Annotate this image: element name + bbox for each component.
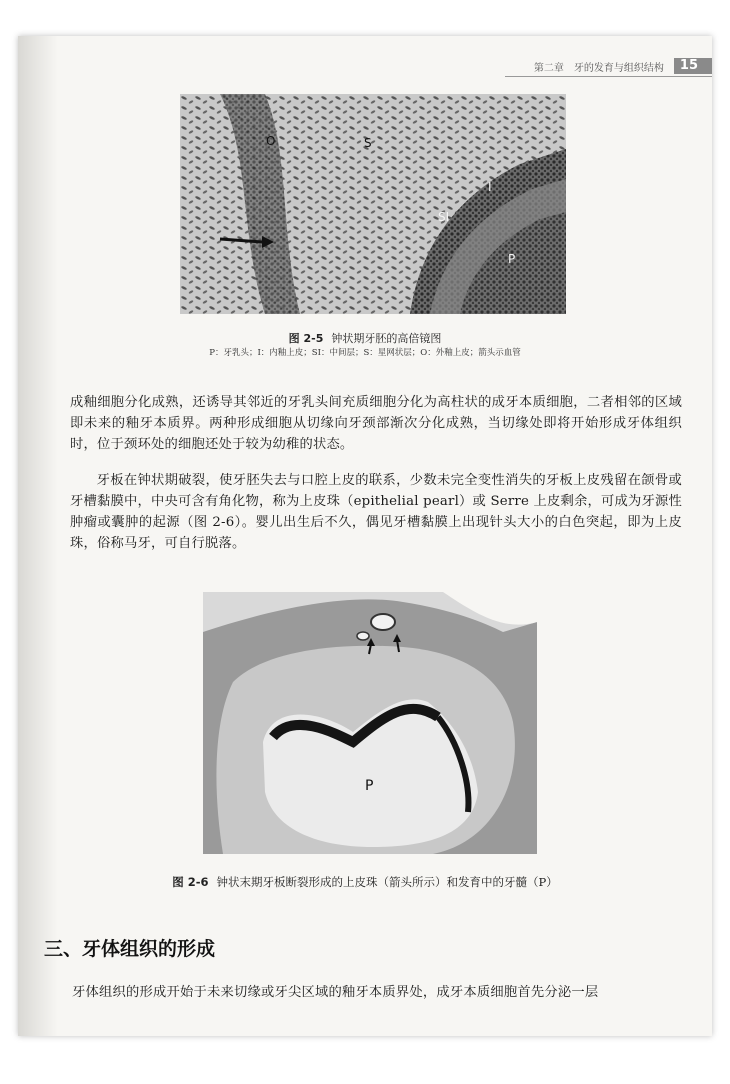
label-O: O <box>266 134 276 148</box>
figure-2-6-micrograph <box>203 592 537 854</box>
label-I: I <box>488 180 492 194</box>
figure-2-6-label: 图 2-6 <box>172 875 209 889</box>
page-number: 15 <box>674 58 712 74</box>
figure-2-5-label: 图 2-5 <box>288 332 324 345</box>
header-rule <box>505 76 712 77</box>
figure-2-5-legend: P：牙乳头；I：内釉上皮；SI：中间层；S：星网状层；O：外釉上皮；箭头示血管 <box>209 348 521 358</box>
paragraph-1: 成釉细胞分化成熟，还诱导其邻近的牙乳头间充质细胞分化为高柱状的成牙本质细胞，二者相邻的区域即未来的釉牙本质界。两种形成细胞从切缘向牙颈部渐次分化成熟，当切缘处即将开始形成牙体组织时，位于颈环处的细胞还处于较为幼稚的状态。 <box>70 395 682 452</box>
section-title: 三、牙体组织的形成 <box>44 938 216 960</box>
micrograph-2-5-image <box>180 94 566 314</box>
label-P: P <box>508 252 516 266</box>
figure-2-5-micrograph <box>180 94 566 314</box>
chapter-title: 第二章 牙的发育与组织结构 <box>533 62 664 74</box>
label-SI: SI <box>438 210 450 224</box>
paragraph-2: 牙板在钟状期破裂，使牙胚失去与口腔上皮的联系，少数未完全变性消失的牙板上皮残留在颌骨或牙槽黏膜中，中央可含有角化物，称为上皮珠（epithelial pearl）或 Serre 上皮剩余，可成为牙源性肿瘤或囊肿的起源（图 2-6）。婴儿出生后不久，偶见牙槽黏膜上出现针头大小的白色突起，即为上皮珠，俗称马牙，可自行脱落。 <box>70 473 682 551</box>
figure-2-5-caption <box>0 330 730 358</box>
label-P-pulp: P <box>365 778 374 794</box>
section-first-line: 牙体组织的形成开始于未来切缘或牙尖区域的釉牙本质界处，成牙本质细胞首先分泌一层 <box>72 985 599 1000</box>
figure-2-6-caption <box>0 874 730 890</box>
running-header <box>534 58 712 74</box>
micrograph-2-6-image <box>203 592 537 854</box>
figure-2-6-title: 钟状末期牙板断裂形成的上皮珠（箭头所示）和发育中的牙髓（P） <box>216 875 558 889</box>
label-S: S <box>364 136 372 150</box>
figure-2-5-title: 钟状期牙胚的高倍镜图 <box>331 332 442 345</box>
